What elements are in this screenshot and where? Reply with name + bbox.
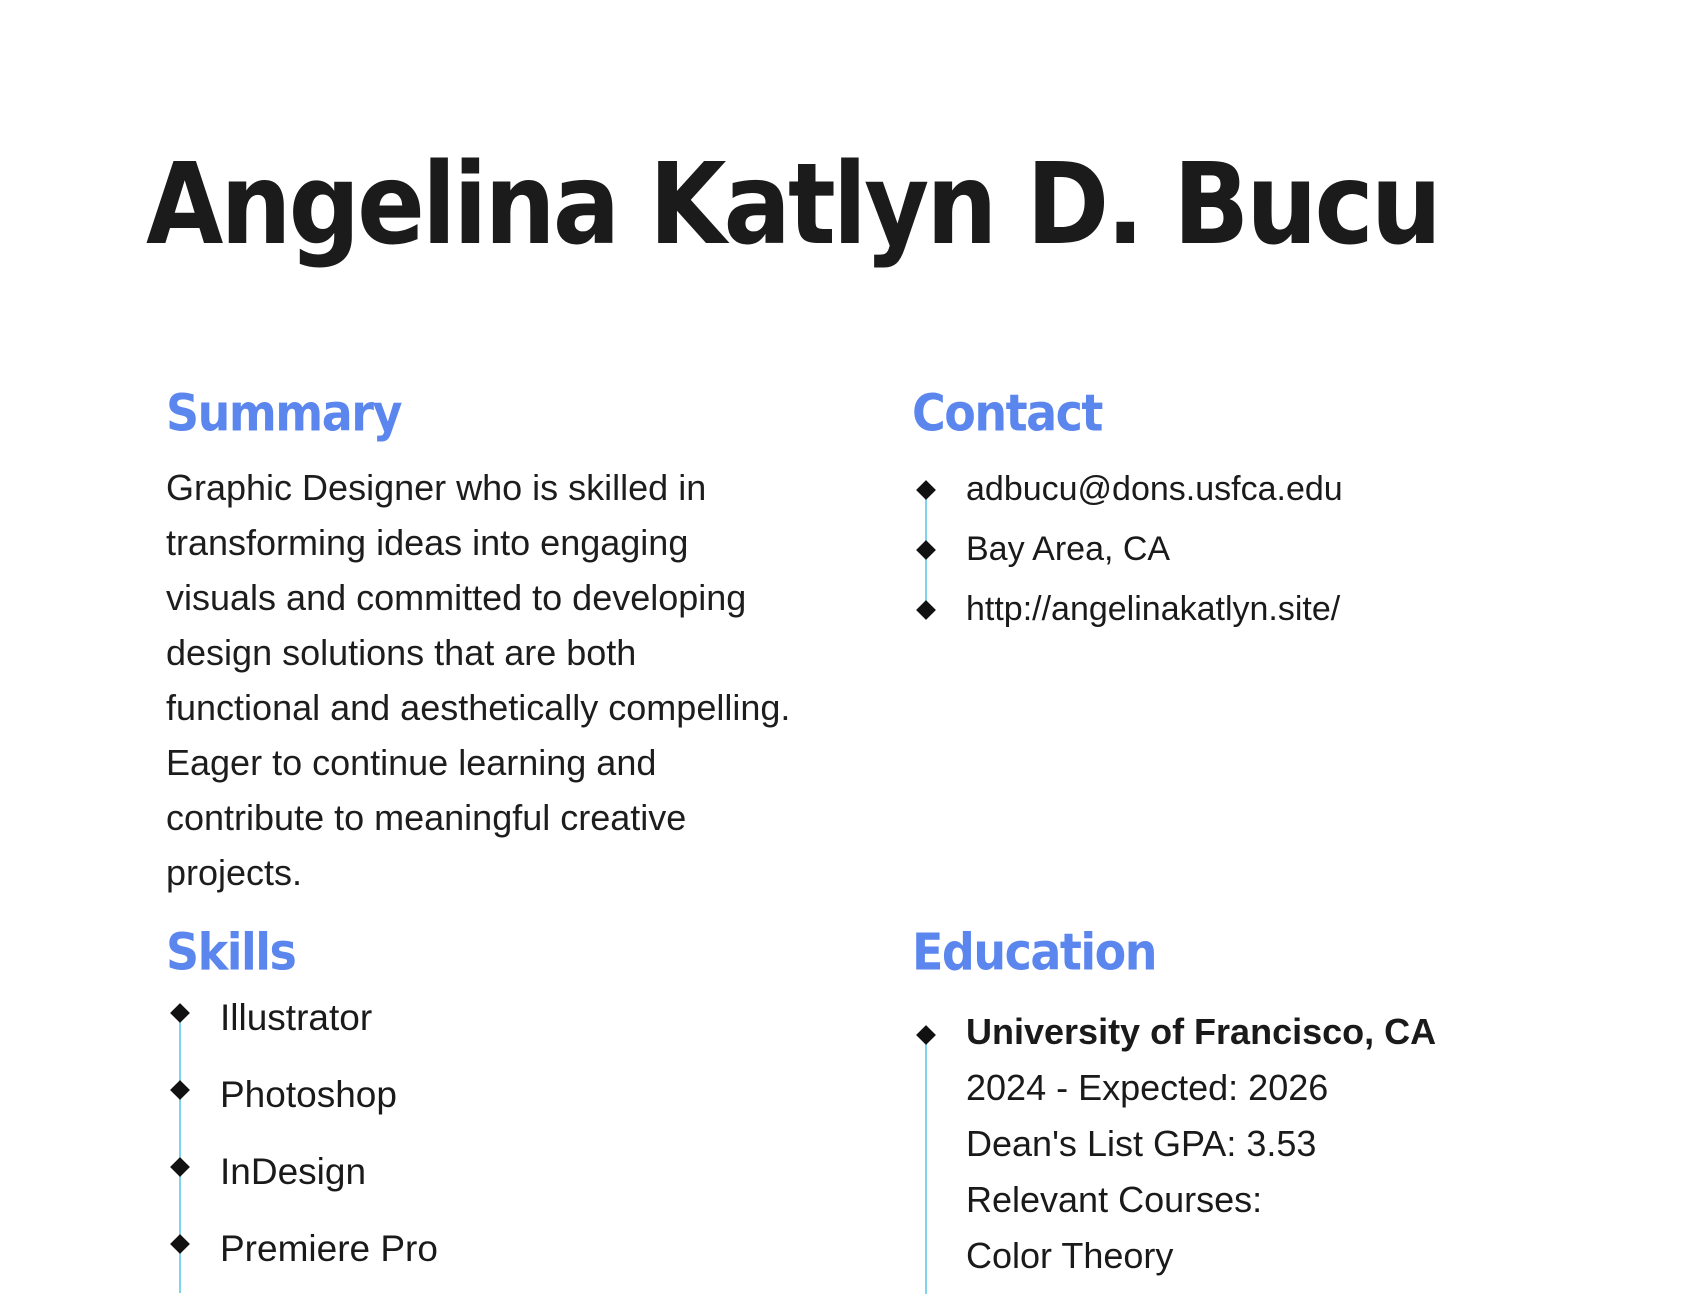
- education-heading: Education: [912, 922, 1157, 982]
- skill-item: Illustrator: [166, 979, 438, 1056]
- summary-text: Graphic Designer who is skilled in transforming ideas into engaging visuals and committed to developing design solutions that are both functional and aesthetically compelling. Eager to continue learning and contribute to meaningful creative projects.: [166, 467, 791, 893]
- diamond-bullet-icon: [170, 1080, 190, 1100]
- skill-item: Photoshop: [166, 1056, 438, 1133]
- education-course: Color Theory: [966, 1235, 1174, 1276]
- diamond-bullet-icon: [170, 1157, 190, 1177]
- full-name: Angelina Katlyn D. Bucu: [146, 138, 1439, 270]
- education-courses-label: Relevant Courses:: [966, 1179, 1263, 1220]
- diamond-bullet-icon: [916, 480, 936, 500]
- contact-website[interactable]: http://angelinakatlyn.site/: [912, 579, 1343, 639]
- summary-heading: Summary: [166, 383, 401, 443]
- diamond-bullet-icon: [170, 1003, 190, 1023]
- contact-location: Bay Area, CA: [912, 519, 1343, 579]
- diamond-bullet-icon: [916, 540, 936, 560]
- diamond-bullet-icon: [170, 1234, 190, 1254]
- skills-heading: Skills: [166, 922, 296, 982]
- diamond-bullet-icon: [916, 1025, 936, 1045]
- education-dates: 2024 - Expected: 2026: [966, 1067, 1329, 1108]
- education-gpa: Dean's List GPA: 3.53: [966, 1123, 1317, 1164]
- diamond-bullet-icon: [916, 600, 936, 620]
- education-entry: [912, 1004, 1436, 1284]
- contact-heading: Contact: [912, 383, 1102, 443]
- skill-item: Premiere Pro: [166, 1210, 438, 1287]
- contact-email[interactable]: adbucu@dons.usfca.edu: [912, 459, 1343, 519]
- school-name: University of Francisco, CA: [966, 1011, 1437, 1052]
- skills-list: [166, 979, 438, 1287]
- contact-list: [912, 459, 1343, 639]
- skill-item: InDesign: [166, 1133, 438, 1210]
- education-list: [912, 1004, 1436, 1284]
